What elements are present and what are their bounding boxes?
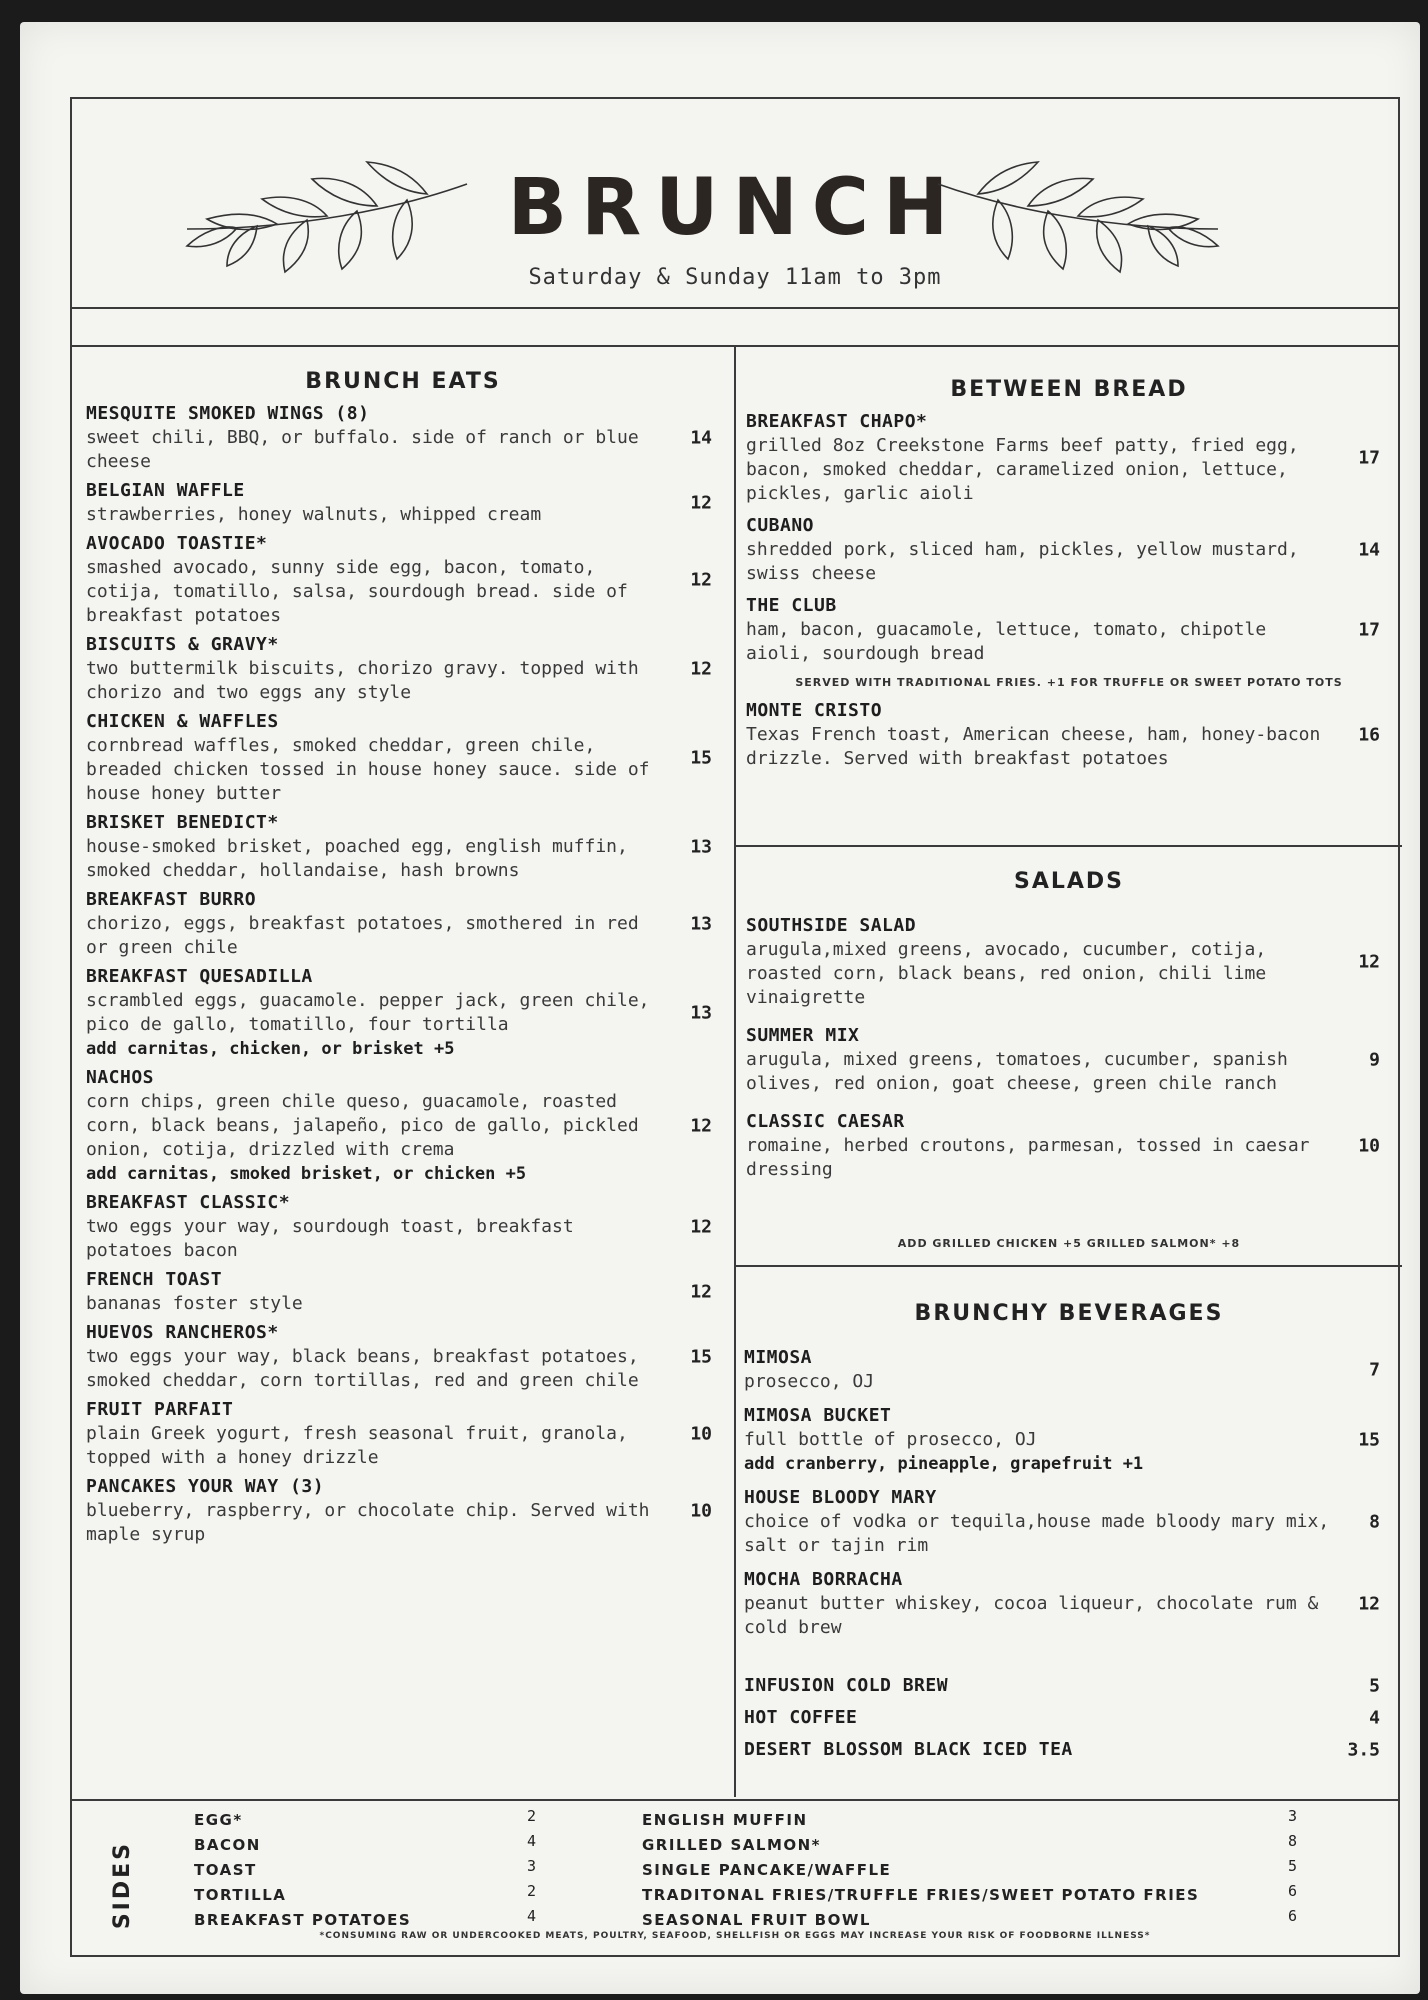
menu-item (746, 410, 1402, 506)
food-safety-footnote: *CONSUMING RAW OR UNDERCOOKED MEATS, POULTRY, SEAFOOD, SHELLFISH OR EGGS MAY INCREASE YOUR RISK OF FOODBORNE ILLNESS* (319, 1931, 1151, 1941)
menu-frame (70, 97, 1400, 1957)
item-description: house-smoked brisket, poached egg, english muffin, smoked cheddar, hollandaise, hash browns (86, 836, 628, 881)
item-description: arugula, mixed greens, tomatoes, cucumber, spanish olives, red onion, goat cheese, green chile ranch (746, 1049, 1288, 1094)
item-name: DESERT BLOSSOM BLACK ICED TEA (744, 1739, 1073, 1760)
section-heading: BRUNCH EATS (305, 369, 501, 394)
item-description: chorizo, eggs, breakfast potatoes, smothered in red or green chile (86, 913, 639, 958)
item-description: peanut butter whiskey, cocoa liqueur, chocolate rum & cold brew (744, 1593, 1319, 1638)
between-bread-extra (736, 699, 1402, 771)
menu-item (86, 1398, 734, 1470)
side-item-name: TRADITONAL FRIES/TRUFFLE FRIES/SWEET POTATO FRIES (642, 1886, 1200, 1904)
item-description: cornbread waffles, smoked cheddar, green chile, breaded chicken tossed in house honey sauce. side of house honey butter (86, 735, 650, 804)
brunch-eats-list (72, 402, 734, 1547)
menu-sheet (20, 22, 1420, 1994)
menu-item (744, 1706, 1402, 1730)
side-item-price: 6 (1288, 1907, 1298, 1925)
protein-note: ADD GRILLED CHICKEN +5 GRILLED SALMON* +8 (897, 1237, 1241, 1250)
side-item-name: SEASONAL FRUIT BOWL (642, 1911, 871, 1929)
menu-item (86, 1268, 734, 1316)
salads-section (736, 847, 1402, 1267)
item-description: corn chips, green chile queso, guacamole, roasted corn, black beans, jalapeño, pico de gallo, pickled onion, cotija, drizzled with crema (86, 1091, 639, 1160)
item-name: BRISKET BENEDICT* (86, 812, 279, 833)
menu-header (72, 99, 1398, 309)
menu-item (744, 1486, 1402, 1558)
item-price: 13 (690, 836, 712, 858)
item-description: two eggs your way, sourdough toast, breakfast potatoes bacon (86, 1216, 574, 1261)
menu-item (746, 914, 1402, 1010)
item-name: BREAKFAST QUESADILLA (86, 966, 313, 987)
salads-list (736, 914, 1402, 1182)
item-name: MIMOSA BUCKET (744, 1405, 892, 1426)
item-name: SOUTHSIDE SALAD (746, 915, 917, 936)
menu-item (86, 811, 734, 883)
item-description: shredded pork, sliced ham, pickles, yellow mustard, swiss cheese (746, 539, 1299, 584)
side-item-price: 4 (527, 1832, 537, 1850)
side-item-price: 6 (1288, 1882, 1298, 1900)
beverages-simple-list (736, 1674, 1402, 1762)
menu-item (744, 1568, 1402, 1640)
item-description: full bottle of prosecco, OJ (744, 1429, 1037, 1450)
item-price: 14 (1358, 539, 1380, 561)
item-name: MIMOSA (744, 1347, 813, 1368)
item-price: 7 (1369, 1359, 1380, 1381)
item-addon: add cranberry, pineapple, grapefruit +1 (744, 1454, 1144, 1474)
menu-item (86, 1475, 734, 1547)
menu-item (744, 1346, 1402, 1394)
item-name: HOUSE BLOODY MARY (744, 1487, 937, 1508)
side-item-name: BACON (194, 1836, 261, 1854)
item-price: 8 (1369, 1511, 1380, 1533)
item-description: ham, bacon, guacamole, lettuce, tomato, chipotle aioli, sourdough bread (746, 619, 1267, 664)
item-price: 12 (690, 1115, 712, 1137)
item-name: CUBANO (746, 515, 815, 536)
item-description: strawberries, honey walnuts, whipped cream (86, 504, 542, 525)
item-price: 13 (690, 1002, 712, 1024)
menu-item (746, 1024, 1402, 1096)
olive-branch-icon (928, 154, 1228, 284)
item-name: AVOCADO TOASTIE* (86, 533, 268, 554)
item-price: 4 (1369, 1707, 1380, 1729)
side-item-name: ENGLISH MUFFIN (642, 1811, 808, 1829)
item-price: 12 (690, 658, 712, 680)
item-name: FRUIT PARFAIT (86, 1399, 234, 1420)
side-item-price: 4 (527, 1907, 537, 1925)
between-bread-list (736, 410, 1402, 666)
menu-item (86, 402, 734, 474)
item-description: Texas French toast, American cheese, ham, honey-bacon drizzle. Served with breakfast potatoes (746, 724, 1321, 769)
beverages-section (736, 1267, 1402, 1797)
item-name: BISCUITS & GRAVY* (86, 634, 279, 655)
menu-item (744, 1404, 1402, 1476)
beverages-list (736, 1346, 1402, 1640)
menu-item (86, 965, 734, 1061)
item-description: blueberry, raspberry, or chocolate chip. Served with maple syrup (86, 1500, 650, 1545)
item-name: MONTE CRISTO (746, 700, 883, 721)
menu-title: BRUNCH (507, 163, 963, 253)
fries-note: SERVED WITH TRADITIONAL FRIES. +1 FOR TRUFFLE OR SWEET POTATO TOTS (795, 676, 1343, 689)
item-description: two buttermilk biscuits, chorizo gravy. topped with chorizo and two eggs any style (86, 658, 639, 703)
item-name: THE CLUB (746, 595, 837, 616)
sides-label: SIDES (110, 1841, 135, 1930)
menu-item (746, 699, 1402, 771)
menu-item (86, 710, 734, 806)
item-description: plain Greek yogurt, fresh seasonal fruit, granola, topped with a honey drizzle (86, 1423, 628, 1468)
side-item-name: TOAST (194, 1861, 257, 1879)
item-name: BREAKFAST CLASSIC* (86, 1192, 291, 1213)
item-price: 16 (1358, 724, 1380, 746)
item-description: prosecco, OJ (744, 1371, 875, 1392)
section-heading: BETWEEN BREAD (950, 377, 1188, 402)
brunch-eats-section (72, 347, 736, 1797)
item-name: INFUSION COLD BREW (744, 1675, 949, 1696)
item-price: 10 (690, 1500, 712, 1522)
item-name: HOT COFFEE (744, 1707, 858, 1728)
menu-item (746, 1110, 1402, 1182)
header-divider (72, 309, 1398, 347)
section-heading: BRUNCHY BEVERAGES (914, 1301, 1224, 1326)
item-price: 17 (1358, 619, 1380, 641)
side-item-price: 2 (527, 1882, 537, 1900)
item-description: romaine, herbed croutons, parmesan, tossed in caesar dressing (746, 1135, 1310, 1180)
menu-item (746, 594, 1402, 666)
menu-item (744, 1738, 1402, 1762)
item-description: scrambled eggs, guacamole. pepper jack, green chile, pico de gallo, tomatillo, four tortilla (86, 990, 650, 1035)
item-price: 15 (1358, 1429, 1380, 1451)
side-item-name: EGG* (194, 1811, 243, 1829)
item-name: BELGIAN WAFFLE (86, 480, 245, 501)
section-heading: SALADS (1013, 869, 1125, 894)
item-description: bananas foster style (86, 1293, 303, 1314)
right-column (736, 347, 1402, 1797)
item-price: 17 (1358, 447, 1380, 469)
item-price: 5 (1369, 1675, 1380, 1697)
menu-item (86, 888, 734, 960)
item-name: MOCHA BORRACHA (744, 1569, 903, 1590)
item-description: smashed avocado, sunny side egg, bacon, tomato, cotija, tomatillo, salsa, sourdough bread. side of breakfast potatoes (86, 557, 628, 626)
item-name: MESQUITE SMOKED WINGS (8) (86, 403, 370, 424)
item-price: 14 (690, 427, 712, 449)
item-price: 10 (1358, 1135, 1380, 1157)
side-item-price: 3 (527, 1857, 537, 1875)
item-name: CHICKEN & WAFFLES (86, 711, 279, 732)
item-price: 12 (1358, 951, 1380, 973)
item-name: HUEVOS RANCHEROS* (86, 1322, 279, 1343)
item-description: two eggs your way, black beans, breakfast potatoes, smoked cheddar, corn tortillas, red and green chile (86, 1346, 639, 1391)
item-price: 15 (690, 747, 712, 769)
item-price: 15 (690, 1346, 712, 1368)
side-item-name: SINGLE PANCAKE/WAFFLE (642, 1861, 892, 1879)
item-name: CLASSIC CAESAR (746, 1111, 905, 1132)
menu-hours: Saturday & Sunday 11am to 3pm (528, 265, 942, 290)
item-name: PANCAKES YOUR WAY (3) (86, 1476, 325, 1497)
item-description: choice of vodka or tequila,house made bloody mary mix, salt or tajin rim (744, 1511, 1330, 1556)
sides-section (72, 1799, 1398, 1959)
item-price: 12 (690, 492, 712, 514)
menu-item (86, 532, 734, 628)
item-name: BREAKFAST CHAPO* (746, 411, 928, 432)
menu-item (746, 514, 1402, 586)
menu-item (86, 1191, 734, 1263)
item-price: 13 (690, 913, 712, 935)
item-price: 12 (690, 1216, 712, 1238)
side-item-name: BREAKFAST POTATOES (194, 1911, 412, 1929)
between-bread-section (736, 347, 1402, 847)
item-price: 3.5 (1347, 1739, 1380, 1761)
item-name: FRENCH TOAST (86, 1269, 223, 1290)
item-description: arugula,mixed greens, avocado, cucumber, cotija, roasted corn, black beans, red onion, chili lime vinaigrette (746, 939, 1267, 1008)
item-addon: add carnitas, smoked brisket, or chicken +5 (86, 1164, 527, 1184)
menu-item (744, 1674, 1402, 1698)
side-item-price: 5 (1288, 1857, 1298, 1875)
side-item-price: 3 (1288, 1807, 1298, 1825)
item-name: BREAKFAST BURRO (86, 889, 257, 910)
side-item-price: 2 (527, 1807, 537, 1825)
item-name: SUMMER MIX (746, 1025, 860, 1046)
side-item-name: TORTILLA (194, 1886, 287, 1904)
item-description: grilled 8oz Creekstone Farms beef patty, fried egg, bacon, smoked cheddar, caramelized onion, lettuce, pickles, garlic aioli (746, 435, 1299, 504)
side-item-name: GRILLED SALMON* (642, 1836, 822, 1854)
side-item-price: 8 (1288, 1832, 1298, 1850)
item-price: 10 (690, 1423, 712, 1445)
item-price: 12 (690, 569, 712, 591)
menu-item (86, 1321, 734, 1393)
item-description: sweet chili, BBQ, or buffalo. side of ranch or blue cheese (86, 427, 639, 472)
menu-item (86, 1066, 734, 1186)
item-price: 12 (690, 1281, 712, 1303)
menu-item (86, 633, 734, 705)
item-price: 12 (1358, 1593, 1380, 1615)
item-name: NACHOS (86, 1067, 155, 1088)
item-price: 9 (1369, 1049, 1380, 1071)
item-addon: add carnitas, chicken, or brisket +5 (86, 1039, 455, 1059)
menu-item (86, 479, 734, 527)
